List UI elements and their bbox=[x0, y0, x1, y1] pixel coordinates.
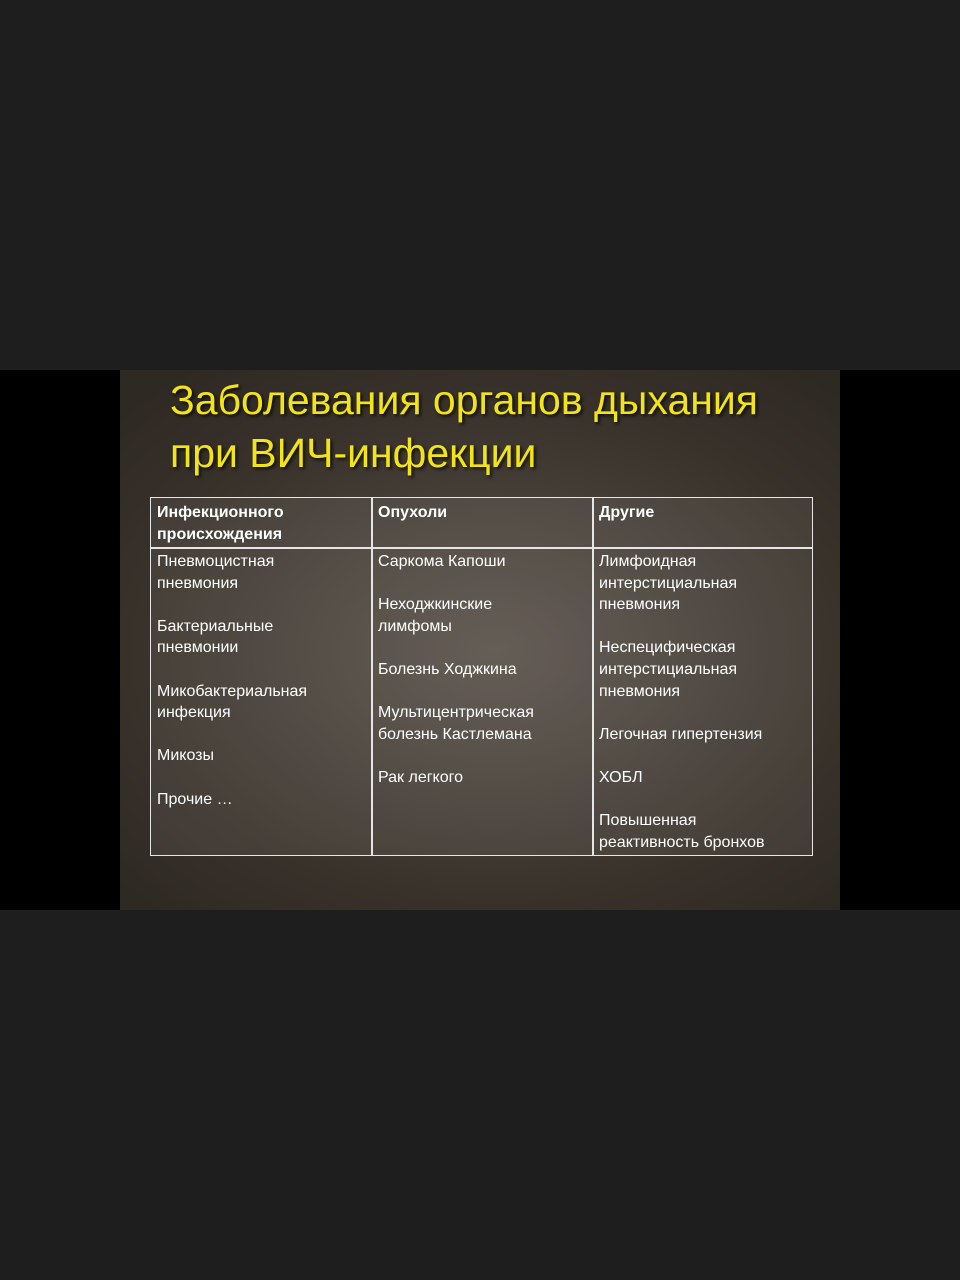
header-line: Инфекционного bbox=[157, 504, 284, 521]
list-item-line: Саркома Капоши bbox=[378, 553, 506, 570]
list-item bbox=[378, 551, 587, 573]
list-item-line: Лимфоидная bbox=[599, 553, 697, 570]
list-item-line: лимфомы bbox=[378, 617, 452, 635]
list-item-line: Неходжкинские bbox=[378, 596, 493, 614]
list-item-line: Неспецифическая bbox=[599, 639, 736, 657]
header-line: происхождения bbox=[157, 525, 283, 543]
slide-title-line-1: Заболевания органов дыхания bbox=[170, 377, 758, 423]
list-item bbox=[157, 551, 366, 594]
list-item bbox=[599, 810, 808, 853]
list-item bbox=[378, 594, 587, 637]
list-item bbox=[599, 637, 808, 702]
list-item-line: Рак легкого bbox=[378, 768, 464, 786]
list-item-line: реактивность бронхов bbox=[599, 833, 765, 851]
list-item-line: Микозы bbox=[157, 747, 214, 765]
list-item-line: Болезнь Ходжкина bbox=[378, 660, 517, 678]
list-item bbox=[157, 681, 366, 724]
list-item bbox=[378, 767, 587, 789]
list-item-line: болезнь Кастлемана bbox=[378, 725, 532, 743]
list-item-line: пневмония bbox=[157, 574, 239, 592]
header-divider bbox=[151, 547, 812, 549]
slide-title-line-2: при ВИЧ-инфекции bbox=[170, 430, 537, 476]
list-item-line: Мультицентрическая bbox=[378, 704, 534, 722]
list-item bbox=[378, 702, 587, 745]
list-item-line: Пневмоцистная bbox=[157, 553, 275, 570]
list-item-line: Повышенная bbox=[599, 812, 697, 830]
list-item bbox=[157, 616, 366, 659]
header-line: Опухоли bbox=[378, 504, 448, 521]
list-item bbox=[599, 551, 808, 616]
list-item bbox=[157, 745, 366, 767]
list-item-line: интерстициальная bbox=[599, 660, 738, 678]
list-item bbox=[378, 659, 587, 681]
list-item-line: Микобактериальная bbox=[157, 682, 308, 700]
list-item-line: Легочная гипертензия bbox=[599, 725, 763, 743]
list-item-line: пневмонии bbox=[157, 639, 239, 657]
list-item bbox=[599, 724, 808, 746]
list-item-line: пневмония bbox=[599, 682, 681, 700]
header-cell-other bbox=[593, 502, 814, 524]
list-item-line: ХОБЛ bbox=[599, 768, 643, 786]
cell-other-list bbox=[593, 551, 814, 875]
cell-infectious-list bbox=[151, 551, 372, 832]
list-item-line: интерстициальная bbox=[599, 574, 738, 592]
list-item-line: Бактериальные bbox=[157, 617, 274, 635]
list-item-line: пневмония bbox=[599, 596, 681, 614]
header-cell-tumors bbox=[372, 502, 593, 524]
list-item bbox=[157, 789, 366, 811]
list-item-line: инфекция bbox=[157, 704, 231, 722]
presentation-slide bbox=[120, 370, 840, 910]
list-item-line: Прочие … bbox=[157, 790, 233, 808]
diseases-table bbox=[150, 497, 813, 856]
list-item bbox=[599, 767, 808, 789]
cell-tumors-list bbox=[372, 551, 593, 810]
slide-title bbox=[170, 374, 820, 480]
header-cell-infectious bbox=[151, 502, 372, 545]
header-line: Другие bbox=[599, 504, 655, 521]
